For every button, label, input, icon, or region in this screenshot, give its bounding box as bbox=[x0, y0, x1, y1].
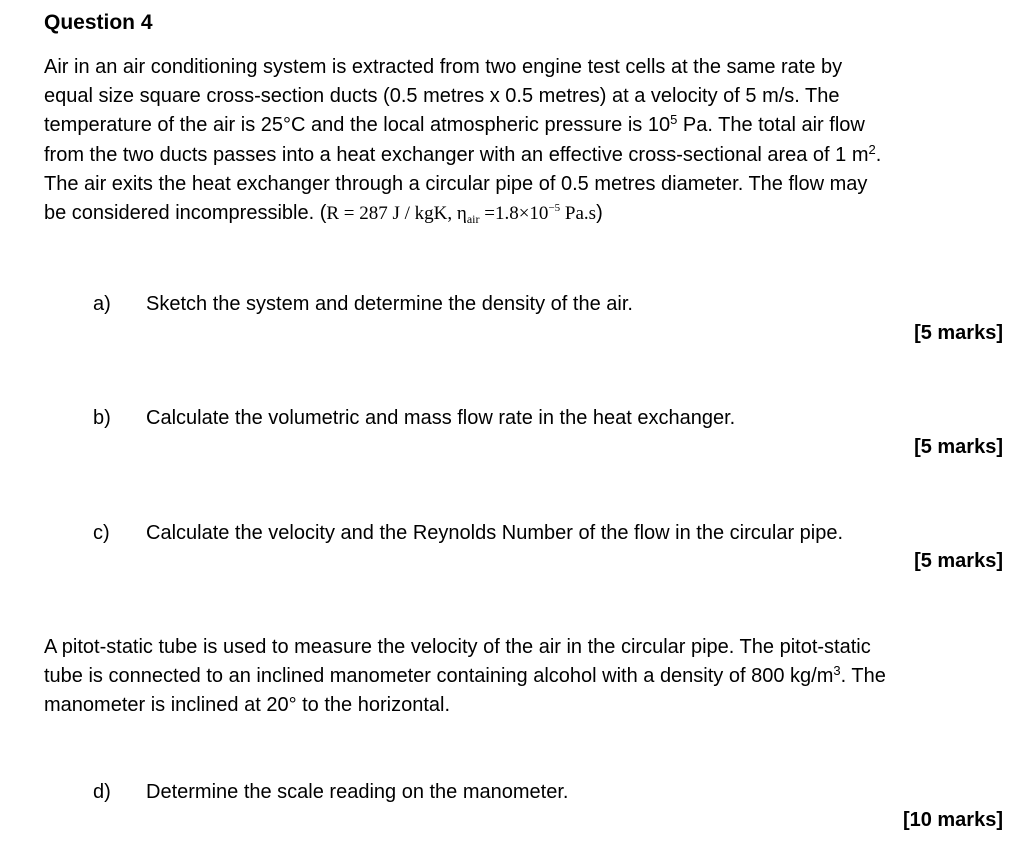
part-b-text: Calculate the volumetric and mass flow rate in the heat exchanger. bbox=[146, 407, 736, 429]
pitot-paragraph bbox=[44, 633, 1014, 721]
part-d bbox=[93, 779, 568, 805]
part-a-label: a) bbox=[93, 293, 111, 315]
pitot-line-3: manometer is inclined at 20° to the horizontal. bbox=[44, 694, 450, 717]
intro-line-4: from the two ducts passes into a heat exchanger with an effective cross-sectional area of 1 $m^2$. bbox=[44, 141, 882, 166]
pitot-line-1: A pitot-static tube is used to measure the velocity of the air in the circular pipe. The pitot-static bbox=[44, 636, 871, 658]
question-intro bbox=[44, 53, 1014, 228]
part-d-marks: [10 marks] bbox=[902, 809, 1003, 831]
part-b-marks: [5 marks] bbox=[914, 436, 1003, 458]
intro-line-6: be considered incompressible. (R = 287 J / kgK, $\eta_{air} =1.8\times 10^{-5}$ Pa.s) bbox=[44, 202, 603, 227]
part-b-label: b) bbox=[93, 407, 111, 429]
part-c-marks: [5 marks] bbox=[914, 550, 1003, 572]
constants-formula: R = 287 J / kgK, $\eta_{air} =1.8\times 10^{-5}$ Pa.s bbox=[326, 202, 597, 227]
part-d-text: Determine the scale reading on the manometer. bbox=[146, 781, 569, 803]
question-title: Question 4 bbox=[44, 11, 153, 34]
intro-line-2: equal size square cross-section ducts (0.5 metres x 0.5 metres) at a velocity of 5 m/s. The bbox=[44, 85, 840, 108]
intro-line-1: Air in an air conditioning system is extracted from two engine test cells at the same rate by bbox=[44, 56, 843, 78]
part-d-label: d) bbox=[93, 781, 111, 803]
part-a-marks: [5 marks] bbox=[914, 322, 1003, 344]
part-c-text: Calculate the velocity and the Reynolds Number of the flow in the circular pipe. bbox=[146, 522, 844, 544]
pitot-line-2: tube is connected to an inclined manometer containing alcohol with a density of 800 $kg/m^3$. The bbox=[44, 663, 886, 688]
part-c bbox=[93, 520, 843, 546]
intro-line-5: The air exits the heat exchanger through a circular pipe of 0.5 metres diameter. The flow may bbox=[44, 172, 868, 195]
intro-line-3: temperature of the air is 25°C and the local atmospheric pressure is $10^5$ Pa. The total air flow bbox=[44, 112, 865, 137]
part-b bbox=[93, 405, 735, 431]
part-a-text: Sketch the system and determine the density of the air. bbox=[146, 293, 633, 315]
part-c-label: c) bbox=[93, 522, 110, 544]
part-a bbox=[93, 291, 633, 317]
